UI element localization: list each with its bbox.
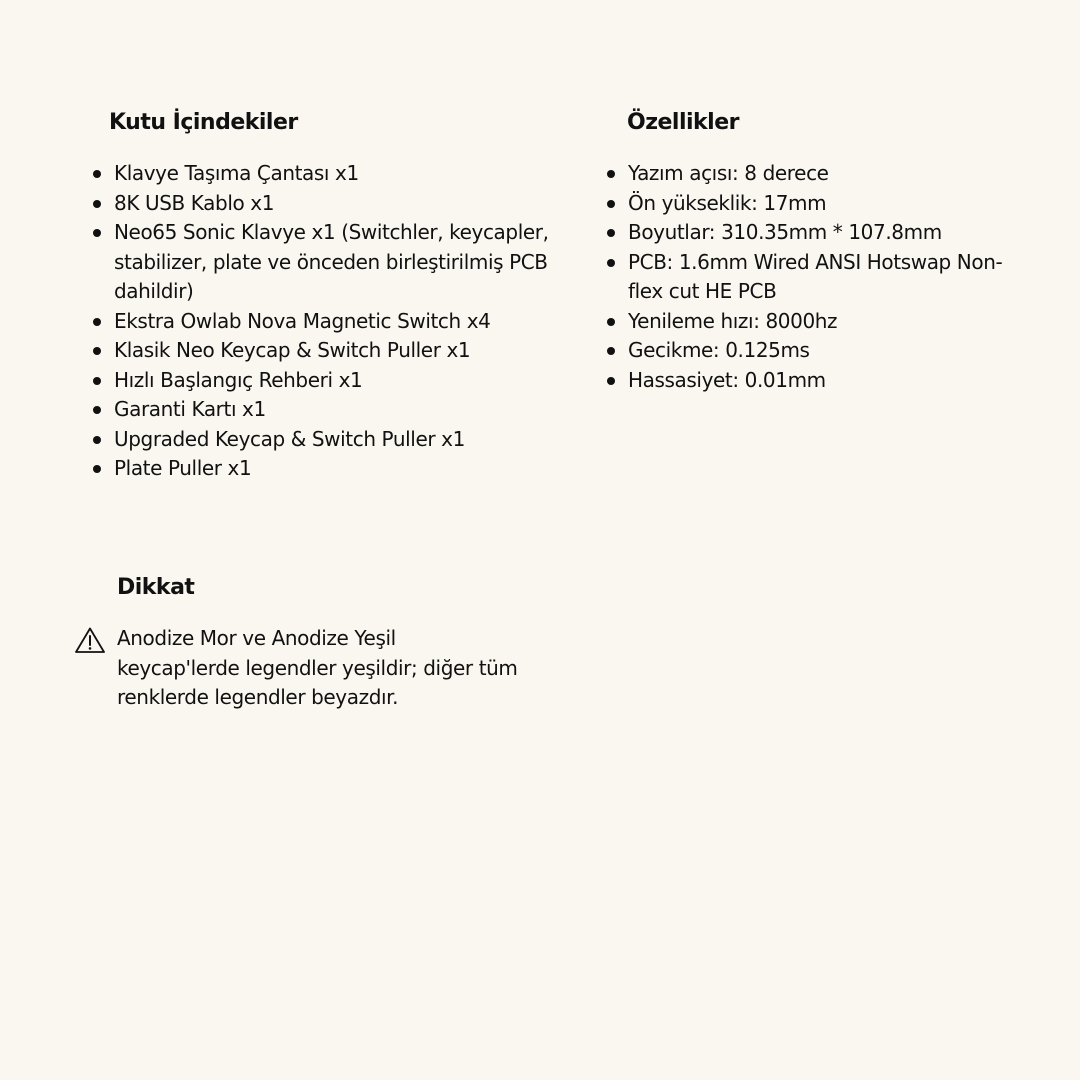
specs-list [604, 159, 1024, 395]
list-item [604, 366, 1024, 396]
bullet-icon [93, 465, 101, 473]
bullet-icon [607, 377, 615, 385]
list-item-text: PCB: 1.6mm Wired ANSI Hotswap Non-flex cut HE PCB [628, 249, 1003, 303]
bullet-icon [607, 318, 615, 326]
list-item-text: Hassasiyet: 0.01mm [628, 367, 826, 392]
list-item [604, 307, 1024, 337]
list-item [90, 366, 550, 396]
list-item [90, 395, 550, 425]
list-item [604, 218, 1024, 248]
list-item-text: Upgraded Keycap & Switch Puller x1 [114, 426, 465, 451]
warning-line: Anodize Mor ve Anodize Yeşil [117, 626, 396, 650]
list-item [90, 189, 550, 219]
bullet-icon [607, 259, 615, 267]
list-item-text: Ön yükseklik: 17mm [628, 190, 827, 215]
bullet-icon [93, 406, 101, 414]
bullet-icon [607, 170, 615, 178]
list-item [90, 454, 550, 484]
list-item [90, 336, 550, 366]
bullet-icon [93, 436, 101, 444]
bullet-icon [93, 318, 101, 326]
list-item-text: Garanti Kartı x1 [114, 397, 266, 421]
list-item-text: Yazım açısı: 8 derece [628, 161, 829, 185]
warning-section [74, 573, 574, 713]
bullet-icon [607, 200, 615, 208]
bullet-icon [93, 229, 101, 237]
box-contents-list [90, 159, 550, 484]
warning-row [74, 624, 574, 713]
warning-line: renklerde legendler beyazdır. [117, 685, 399, 709]
bullet-icon [607, 347, 615, 355]
warning-text [117, 624, 574, 713]
list-item [604, 189, 1024, 219]
specs-heading: Özellikler [627, 110, 739, 135]
list-item [604, 248, 1024, 307]
list-item [90, 425, 550, 455]
list-item-text: Boyutlar: 310.35mm * 107.8mm [628, 220, 942, 244]
list-item-text: Ekstra Owlab Nova Magnetic Switch x4 [114, 308, 491, 333]
list-item-text: Neo65 Sonic Klavye x1 (Switchler, keycapler, stabilizer, plate ve önceden birleştirilmiş PCB dahildir) [114, 220, 549, 303]
list-item-text: 8K USB Kablo x1 [114, 190, 275, 215]
list-item-text: Klasik Neo Keycap & Switch Puller x1 [114, 338, 471, 362]
bullet-icon [93, 170, 101, 178]
list-item [604, 336, 1024, 366]
list-item-text: Plate Puller x1 [114, 456, 252, 480]
box-contents-section [90, 108, 550, 484]
list-item [90, 159, 550, 189]
list-item [90, 218, 550, 307]
bullet-icon [93, 347, 101, 355]
warning-triangle-icon [74, 626, 106, 654]
list-item-text: Gecikme: 0.125ms [628, 338, 810, 362]
bullet-icon [93, 377, 101, 385]
list-item-text: Hızlı Başlangıç Rehberi x1 [114, 367, 363, 392]
box-contents-heading: Kutu İçindekiler [109, 110, 298, 135]
list-item-text: Klavye Taşıma Çantası x1 [114, 161, 359, 185]
warning-line: keycap'lerde legendler yeşildir; diğer tüm [117, 655, 518, 680]
list-item [90, 307, 550, 337]
list-item [604, 159, 1024, 189]
bullet-icon [607, 229, 615, 237]
warning-heading: Dikkat [117, 575, 195, 600]
specs-section [604, 108, 1024, 395]
bullet-icon [93, 200, 101, 208]
list-item-text: Yenileme hızı: 8000hz [628, 308, 838, 333]
